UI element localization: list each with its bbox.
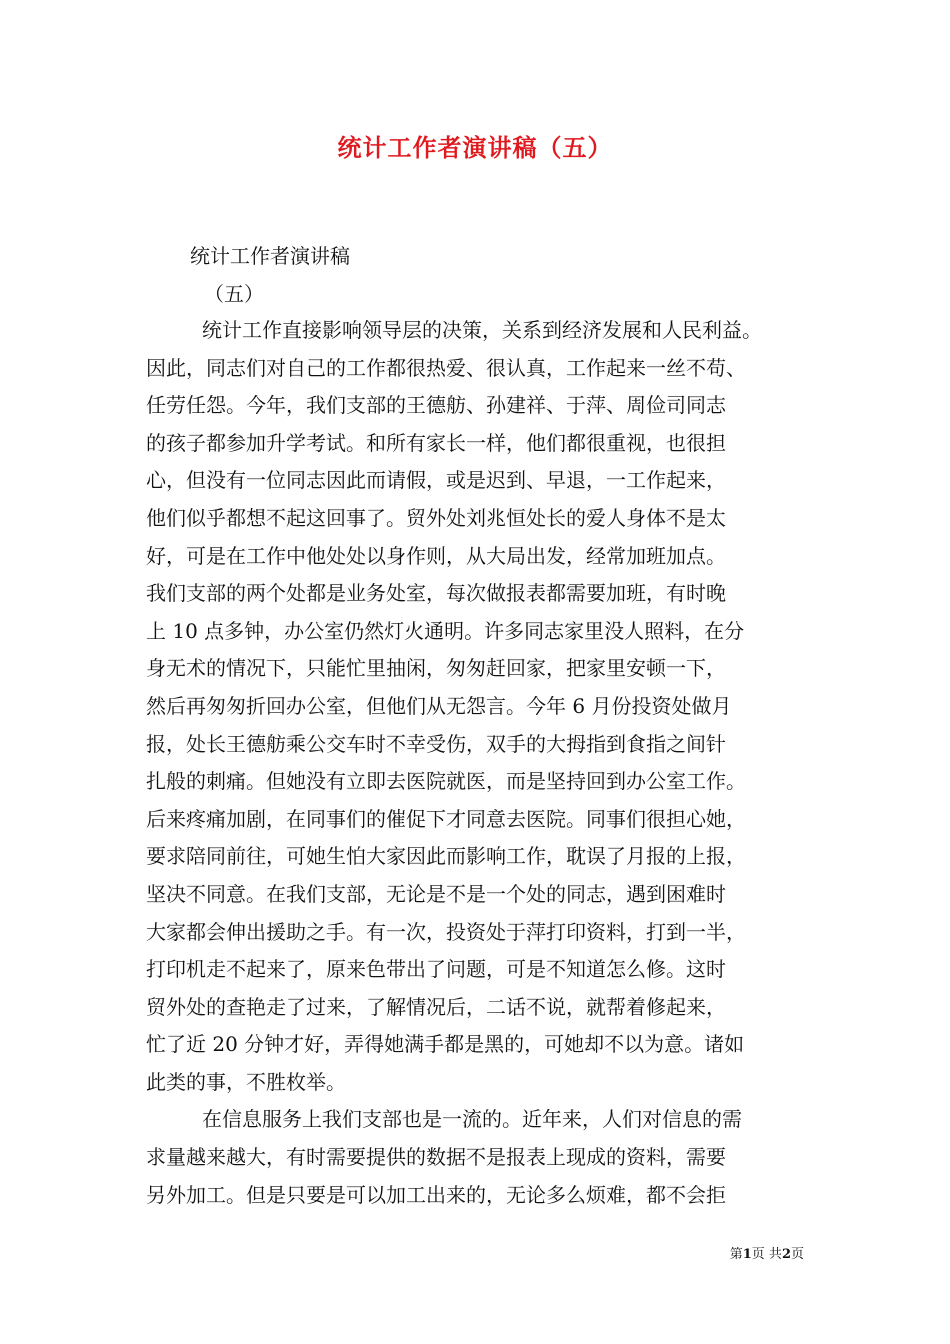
page-footer bbox=[730, 1246, 804, 1264]
body-line: 在信息服务上我们支部也是一流的。近年来，人们对信息的需 bbox=[202, 1107, 742, 1132]
document-title: 统计工作者演讲稿（五） bbox=[337, 133, 613, 162]
body-line: 此类的事，不胜枚举。 bbox=[146, 1069, 346, 1094]
footer-current-page: 1 bbox=[742, 1247, 752, 1262]
body-line: 另外加工。但是只要是可以加工出来的，无论多么烦难，都不会拒 bbox=[146, 1182, 726, 1207]
body-line: 任劳任怨。今年，我们支部的王德舫、孙建祥、于萍、周俭司同志 bbox=[146, 393, 726, 418]
body-line: 贸外处的查艳走了过来，了解情况后，二话不说，就帮着修起来， bbox=[146, 994, 726, 1019]
body-line: 扎般的刺痛。但她没有立即去医院就医，而是坚持回到办公室工作。 bbox=[146, 769, 746, 794]
body-line: 忙了近 20 分钟才好，弄得她满手都是黑的，可她却不以为意。诸如 bbox=[146, 1032, 745, 1057]
footer-middle: 页 共 bbox=[751, 1247, 782, 1262]
body-line: 好，可是在工作中他处处以身作则，从大局出发，经常加班加点。 bbox=[146, 543, 726, 568]
document-subtitle: 统计工作者演讲稿 bbox=[190, 244, 350, 268]
body-line: 要求陪同前往，可她生怕大家因此而影响工作，耽误了月报的上报， bbox=[146, 844, 746, 869]
document-subtitle-number: （五） bbox=[204, 282, 264, 306]
body-line: 他们似乎都想不起这回事了。贸外处刘兆恒处长的爱人身体不是太 bbox=[146, 505, 726, 530]
footer-total-pages: 2 bbox=[781, 1247, 791, 1262]
body-line: 然后再匆匆折回办公室，但他们从无怨言。今年 6 月份投资处做月 bbox=[146, 693, 732, 718]
body-line: 后来疼痛加剧，在同事们的催促下才同意去医院。同事们很担心她， bbox=[146, 806, 746, 831]
body-line: 身无术的情况下，只能忙里抽闲，匆匆赶回家，把家里安顿一下， bbox=[146, 656, 726, 681]
body-line: 求量越来越大，有时需要提供的数据不是报表上现成的资料，需要 bbox=[146, 1145, 726, 1170]
footer-prefix: 第 bbox=[729, 1247, 743, 1262]
body-line: 上 10 点多钟，办公室仍然灯火通明。许多同志家里没人照料，在分 bbox=[146, 618, 745, 643]
document-body bbox=[146, 312, 806, 1214]
body-line: 统计工作直接影响领导层的决策，关系到经济发展和人民利益。 bbox=[202, 318, 762, 342]
body-line: 打印机走不起来了，原来色带出了问题，可是不知道怎么修。这时 bbox=[146, 957, 726, 982]
body-line: 坚决不同意。在我们支部，无论是不是一个处的同志，遇到困难时 bbox=[146, 881, 726, 906]
footer-suffix: 页 bbox=[790, 1247, 804, 1262]
body-line: 心，但没有一位同志因此而请假，或是迟到、早退，一工作起来， bbox=[146, 468, 726, 493]
body-line: 报，处长王德舫乘公交车时不幸受伤，双手的大拇指到食指之间针 bbox=[146, 731, 726, 756]
body-line: 我们支部的两个处都是业务处室，每次做报表都需要加班，有时晚 bbox=[146, 581, 726, 606]
body-line: 因此，同志们对自己的工作都很热爱、很认真，工作起来一丝不苟、 bbox=[146, 355, 746, 380]
body-line: 的孩子都参加升学考试。和所有家长一样，他们都很重视，也很担 bbox=[146, 430, 726, 455]
body-line: 大家都会伸出援助之手。有一次，投资处于萍打印资料，打到一半， bbox=[146, 919, 746, 944]
